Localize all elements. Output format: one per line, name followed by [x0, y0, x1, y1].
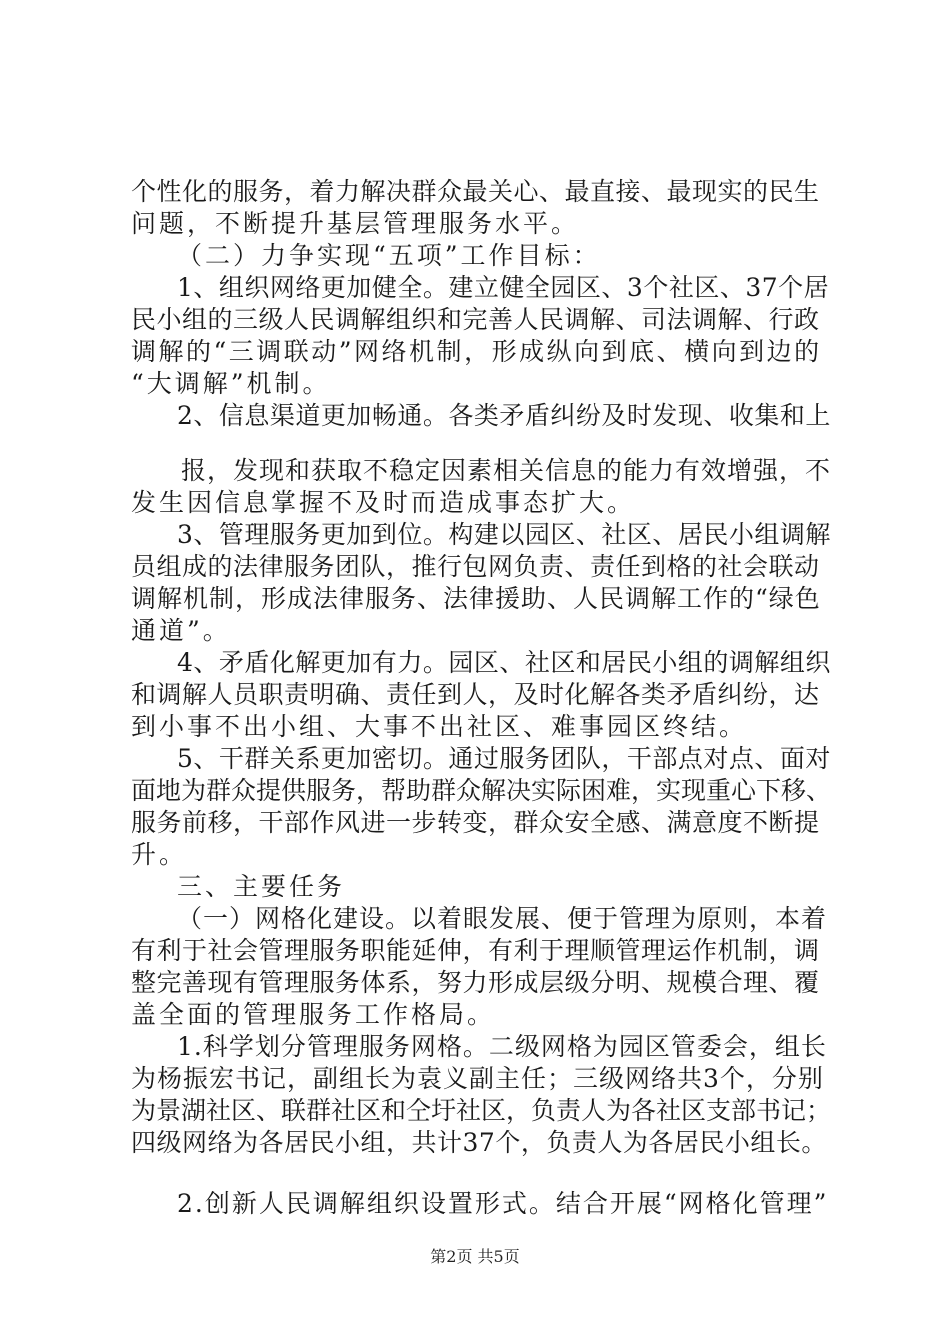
text-line: 个性化的服务，着力解决群众最关心、最直接、最现实的民生	[131, 177, 820, 206]
text-line: （一）网格化建设。以着眼发展、便于管理为原则，本着	[177, 904, 828, 933]
text-line: 服务前移，干部作风进一步转变，群众安全感、满意度不断提	[131, 808, 820, 837]
text-line: 3、管理服务更加到位。构建以园区、社区、居民小组调解	[177, 520, 831, 549]
text-line: 5、干群关系更加密切。通过服务团队，干部点对点、面对	[177, 744, 831, 773]
section-heading: （二）力争实现“五项”工作目标：	[177, 241, 601, 270]
text-line: 面地为群众提供服务，帮助群众解决实际困难，实现重心下移、	[131, 776, 832, 805]
text-line: 民小组的三级人民调解组织和完善人民调解、司法调解、行政	[131, 305, 820, 334]
text-line: 问题，不断提升基层管理服务水平。	[131, 209, 580, 238]
text-line: 有利于社会管理服务职能延伸，有利于理顺管理运作机制，调	[131, 936, 820, 965]
text-line: 报，发现和获取不稳定因素相关信息的能力有效增强，不	[181, 456, 832, 485]
text-line: 四级网络为各居民小组，共计37个，负责人为各居民小组长。	[131, 1128, 827, 1157]
text-line: 整完善现有管理服务体系，努力形成层级分明、规模合理、覆	[131, 968, 820, 997]
text-line: 发生因信息掌握不及时而造成事态扩大。	[131, 488, 636, 517]
text-line: 调解的“三调联动”网络机制，形成纵向到底、横向到边的	[131, 337, 822, 366]
text-line: 和调解人员职责明确、责任到人，及时化解各类矛盾纠纷，达	[131, 680, 820, 709]
text-line: 1.科学划分管理服务网格。二级网格为园区管委会，组长	[177, 1032, 827, 1061]
page-footer: 第2页 共5页	[430, 1247, 520, 1266]
text-line: 到小事不出小组、大事不出社区、难事园区终结。	[131, 712, 748, 741]
text-line: 为景湖社区、联群社区和仝圩社区，负责人为各社区支部书记；	[131, 1096, 832, 1125]
text-line: 2.创新人民调解组织设置形式。结合开展“网格化管理”	[177, 1189, 829, 1218]
text-line: 员组成的法律服务团队，推行包网负责、责任到格的社会联动	[131, 552, 820, 581]
text-line: 4、矛盾化解更加有力。园区、社区和居民小组的调解组织	[177, 648, 831, 677]
text-line: 调解机制，形成法律服务、法律援助、人民调解工作的“绿色	[131, 584, 821, 613]
text-line: 盖全面的管理服务工作格局。	[131, 1000, 496, 1029]
text-line: “大调解”机制。	[131, 369, 331, 398]
text-line: 升。	[131, 840, 188, 869]
section-heading: 三、主要任务	[177, 872, 346, 901]
text-line: 通道”。	[131, 616, 231, 645]
text-line: 1、组织网络更加健全。建立健全园区、3个社区、37个居	[177, 273, 830, 302]
text-line: 2、信息渠道更加畅通。各类矛盾纠纷及时发现、收集和上	[177, 401, 831, 430]
text-line: 为杨振宏书记，副组长为袁义副主任；三级网络共3个，分别	[131, 1064, 824, 1093]
